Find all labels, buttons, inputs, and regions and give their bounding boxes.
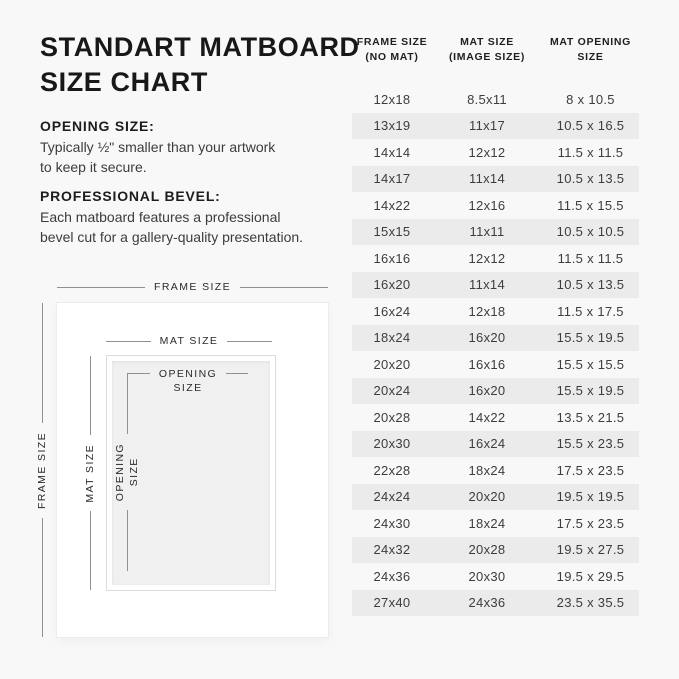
mat-size-cell: 11x14 xyxy=(469,277,505,293)
mat-opening-cell: 15.5 x 19.5 xyxy=(556,383,625,399)
measure-line xyxy=(227,341,272,342)
mat-opening-cell: 10.5 x 13.5 xyxy=(556,277,625,293)
mat-size-cell: 20x30 xyxy=(468,568,506,584)
mat-size-cell: 12x12 xyxy=(468,250,506,266)
frame-size-cell: 16x20 xyxy=(373,277,411,293)
mat-opening-cell: 13.5 x 21.5 xyxy=(556,409,625,425)
mat-opening-cell: 19.5 x 27.5 xyxy=(556,542,625,558)
frame-size-cell: 14x22 xyxy=(373,197,411,213)
mat-size-cell: 16x16 xyxy=(468,356,506,372)
mat-opening-cell: 10.5 x 13.5 xyxy=(556,171,625,187)
page-title-line2: SIZE CHART xyxy=(40,67,208,97)
mat-size-cell: 11x14 xyxy=(469,171,505,187)
page-title xyxy=(40,30,360,100)
measure-line xyxy=(42,303,43,423)
mat-opening-cell: 17.5 x 23.5 xyxy=(556,515,625,531)
mat-size-cell: 16x24 xyxy=(468,436,506,452)
mat-opening-cell: 8 x 10.5 xyxy=(566,91,615,107)
mat-opening-cell: 15.5 x 15.5 xyxy=(556,356,625,372)
measure-line xyxy=(42,518,43,638)
size-table-header xyxy=(352,35,639,65)
mat-size-cell: 12x18 xyxy=(468,303,506,319)
opening-size-measure-top xyxy=(128,367,248,395)
mat-opening-cell: 11.5 x 17.5 xyxy=(557,303,624,319)
mat-opening-cell: 11.5 x 11.5 xyxy=(557,250,624,266)
opening-size-note xyxy=(40,118,345,178)
mat-opening-cell: 10.5 x 10.5 xyxy=(556,224,625,240)
mat-size-measure-left xyxy=(83,356,97,590)
table-row xyxy=(352,510,639,537)
table-row xyxy=(352,537,639,564)
table-row xyxy=(352,590,639,617)
mat-opening-cell: 10.5 x 16.5 xyxy=(556,118,625,134)
professional-bevel-note xyxy=(40,188,345,248)
mat-size-cell: 20x20 xyxy=(468,489,506,505)
mat-size-cell: 18x24 xyxy=(468,462,506,478)
professional-bevel-note-heading: PROFESSIONAL BEVEL: xyxy=(40,188,221,204)
size-table xyxy=(352,86,639,616)
table-row xyxy=(352,245,639,272)
table-row xyxy=(352,219,639,246)
frame-size-cell: 20x24 xyxy=(373,383,411,399)
table-row xyxy=(352,166,639,193)
frame-size-cell: 24x32 xyxy=(373,542,411,558)
mat-opening-cell: 11.5 x 11.5 xyxy=(557,144,624,160)
table-row xyxy=(352,431,639,458)
frame-size-label-top: FRAME SIZE xyxy=(154,280,232,293)
professional-bevel-note-body: Each matboard features a professional bevel cut for a gallery-quality presentation. xyxy=(40,209,304,245)
opening-size-label-top: OPENING SIZE xyxy=(158,368,218,395)
measure-line xyxy=(106,341,151,342)
mat-size-cell: 14x22 xyxy=(468,409,506,425)
table-row xyxy=(352,563,639,590)
mat-size-measure-top xyxy=(106,335,272,347)
frame-size-cell: 20x30 xyxy=(373,436,411,452)
mat-size-cell: 12x16 xyxy=(468,197,506,213)
frame-size-cell: 12x18 xyxy=(373,91,411,107)
table-row xyxy=(352,457,639,484)
page-title-line1: STANDART MATBOARD xyxy=(40,32,360,62)
mat-size-label-left: MAT SIZE xyxy=(83,443,96,503)
table-row xyxy=(352,351,639,378)
mat-opening-cell: 11.5 x 15.5 xyxy=(557,197,624,213)
table-row xyxy=(352,298,639,325)
table-row xyxy=(352,86,639,113)
header-mat-size: MAT SIZE (IMAGE SIZE) xyxy=(448,36,526,64)
frame-size-cell: 18x24 xyxy=(373,330,411,346)
header-mat-opening: MAT OPENING SIZE xyxy=(549,36,631,64)
frame-size-label-left: FRAME SIZE xyxy=(35,431,48,509)
frame-size-measure-left xyxy=(34,303,50,637)
mat-size-cell: 11x17 xyxy=(469,118,505,134)
mat-size-cell: 11x11 xyxy=(469,224,505,240)
header-frame-size: FRAME SIZE (NO MAT) xyxy=(356,36,428,64)
measure-line xyxy=(57,287,145,288)
measure-line xyxy=(90,511,91,590)
frame-size-cell: 14x14 xyxy=(373,144,411,160)
frame-size-cell: 14x17 xyxy=(373,171,411,187)
frame-size-cell: 27x40 xyxy=(373,595,411,611)
table-row xyxy=(352,404,639,431)
table-row xyxy=(352,192,639,219)
opening-size-measure-left xyxy=(112,373,142,571)
mat-size-label-top: MAT SIZE xyxy=(159,334,219,347)
mat-opening-cell: 19.5 x 29.5 xyxy=(556,568,625,584)
frame-size-cell: 15x15 xyxy=(373,224,411,240)
mat-opening-cell: 23.5 x 35.5 xyxy=(556,595,625,611)
mat-opening-cell: 17.5 x 23.5 xyxy=(556,462,625,478)
mat-size-cell: 12x12 xyxy=(468,144,506,160)
opening-size-note-body: Typically ½" smaller than your artwork to keep it secure. xyxy=(40,139,276,175)
table-row xyxy=(352,484,639,511)
frame-size-cell: 20x20 xyxy=(373,356,411,372)
opening-size-note-heading: OPENING SIZE: xyxy=(40,118,155,134)
mat-opening-cell: 19.5 x 19.5 xyxy=(556,489,625,505)
table-row xyxy=(352,378,639,405)
mat-opening-cell: 15.5 x 23.5 xyxy=(556,436,625,452)
measure-line xyxy=(240,287,328,288)
frame-size-cell: 24x36 xyxy=(373,568,411,584)
mat-size-cell: 16x20 xyxy=(468,383,506,399)
table-row xyxy=(352,113,639,140)
frame-size-cell: 22x28 xyxy=(373,462,411,478)
frame-size-cell: 20x28 xyxy=(373,409,411,425)
mat-size-cell: 20x28 xyxy=(468,542,506,558)
measure-line xyxy=(127,510,128,571)
mat-size-cell: 18x24 xyxy=(468,515,506,531)
frame-size-cell: 24x30 xyxy=(373,515,411,531)
mat-size-cell: 24x36 xyxy=(468,595,506,611)
measure-line xyxy=(90,356,91,435)
frame-size-cell: 24x24 xyxy=(373,489,411,505)
frame-size-measure-top xyxy=(57,281,328,293)
frame-size-cell: 13x19 xyxy=(373,118,411,134)
mat-opening-cell: 15.5 x 19.5 xyxy=(556,330,625,346)
table-row xyxy=(352,325,639,352)
measure-line xyxy=(226,373,248,374)
opening-size-label-left: OPENING SIZE xyxy=(113,442,140,502)
frame-size-cell: 16x24 xyxy=(373,303,411,319)
table-row xyxy=(352,272,639,299)
frame-size-cell: 16x16 xyxy=(373,250,411,266)
mat-size-cell: 16x20 xyxy=(468,330,506,346)
table-row xyxy=(352,139,639,166)
mat-size-cell: 8.5x11 xyxy=(467,91,507,107)
measure-line xyxy=(127,373,128,434)
